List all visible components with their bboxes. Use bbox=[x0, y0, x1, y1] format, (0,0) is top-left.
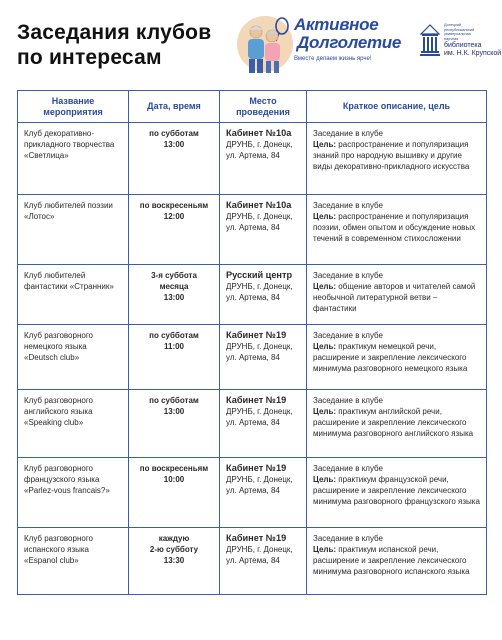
event-place bbox=[220, 195, 307, 265]
goal-text: распространение и популяризация знаний про народную вышивку и другие виды декоративно-прикладного искусства bbox=[313, 140, 470, 171]
place-street: ул. Артема, 84 bbox=[226, 151, 280, 160]
place-org: ДРУНБ, г. Донецк, bbox=[226, 140, 293, 149]
time-line: 13:00 bbox=[163, 293, 185, 302]
event-time bbox=[129, 265, 220, 325]
event-name: Клуб разговорного испанского языка «Espanol club» bbox=[18, 528, 129, 595]
goal-text: практикум немецкой речи, расширение и закрепление лексического минимума разговорного немецкого языка bbox=[313, 342, 468, 373]
time-line: месяца bbox=[159, 282, 189, 291]
library-name-line-1: библиотека bbox=[444, 42, 482, 49]
goal-text: распространение и популяризация поэзии, обмен опытом и обсуждение новых течений в современном стихосложении bbox=[313, 212, 476, 243]
description-line: Заседание в клубе bbox=[313, 201, 383, 210]
time-line: 11:00 bbox=[163, 342, 185, 351]
time-line: по субботам bbox=[149, 129, 199, 138]
active-longevity-logo bbox=[294, 16, 406, 62]
event-description bbox=[307, 123, 487, 195]
event-description bbox=[307, 528, 487, 595]
time-line: 13:00 bbox=[163, 140, 185, 149]
place-street: ул. Артема, 84 bbox=[226, 353, 280, 362]
description-line: Заседание в клубе bbox=[313, 331, 383, 340]
logo-slogan: Вместе делаем жизнь ярче! bbox=[294, 56, 372, 62]
time-line: 2-ю субботу bbox=[149, 545, 199, 554]
logo-line-2: Долголетие bbox=[297, 33, 402, 52]
logo-line-1: Активное bbox=[294, 15, 379, 34]
table-row bbox=[18, 195, 487, 265]
event-time bbox=[129, 325, 220, 390]
column-header-name: Название мероприятия bbox=[18, 91, 129, 123]
time-line: по воскресеньям bbox=[139, 464, 209, 473]
library-small-line: универсальная bbox=[444, 32, 471, 37]
place-org: ДРУНБ, г. Донецк, bbox=[226, 475, 293, 484]
library-name-line-2: им. Н.К. Крупской bbox=[444, 50, 502, 57]
event-name: Клуб разговорного немецкого языка «Deutsch club» bbox=[18, 325, 129, 390]
event-name: Клуб разговорного французского языка «Parlez-vous francais?» bbox=[18, 458, 129, 528]
goal-label: Цель: bbox=[313, 545, 337, 554]
event-place bbox=[220, 123, 307, 195]
column-header-place: Место проведения bbox=[220, 91, 307, 123]
place-street: ул. Артема, 84 bbox=[226, 418, 280, 427]
description-line: Заседание в клубе bbox=[313, 396, 383, 405]
table-header-row bbox=[18, 91, 487, 123]
table-row bbox=[18, 265, 487, 325]
event-time bbox=[129, 195, 220, 265]
event-description bbox=[307, 195, 487, 265]
time-line: 13:30 bbox=[163, 556, 185, 565]
event-name: Клуб разговорного английского языка «Speaking club» bbox=[18, 390, 129, 458]
place-street: ул. Артема, 84 bbox=[226, 556, 280, 565]
library-small-text bbox=[444, 23, 500, 41]
event-time bbox=[129, 390, 220, 458]
title-line-2: по интересам bbox=[17, 46, 162, 69]
place-room: Кабинет №19 bbox=[226, 533, 287, 543]
column-header-description: Краткое описание, цель bbox=[307, 91, 487, 123]
place-room: Кабинет №10а bbox=[226, 200, 292, 210]
place-room: Кабинет №19 bbox=[226, 463, 287, 473]
event-place bbox=[220, 458, 307, 528]
event-name: Клуб любителей фантастики «Странник» bbox=[18, 265, 129, 325]
table-row bbox=[18, 390, 487, 458]
place-room: Кабинет №19 bbox=[226, 395, 287, 405]
place-org: ДРУНБ, г. Донецк, bbox=[226, 342, 293, 351]
event-description bbox=[307, 325, 487, 390]
time-line: по воскресеньям bbox=[139, 201, 209, 210]
time-line: 10:00 bbox=[163, 475, 185, 484]
elderly-couple-icon bbox=[236, 14, 294, 76]
place-org: ДРУНБ, г. Донецк, bbox=[226, 545, 293, 554]
description-line: Заседание в клубе bbox=[313, 534, 383, 543]
title-line-1: Заседания клубов bbox=[17, 21, 212, 44]
place-street: ул. Артема, 84 bbox=[226, 486, 280, 495]
library-small-line: Донецкий bbox=[444, 23, 462, 27]
time-line: 13:00 bbox=[163, 407, 185, 416]
place-room: Русский центр bbox=[226, 270, 293, 280]
description-line: Заседание в клубе bbox=[313, 271, 383, 280]
event-name: Клуб любителей поэзии «Лотос» bbox=[18, 195, 129, 265]
event-description bbox=[307, 458, 487, 528]
event-name: Клуб декоративно-прикладного творчества «Светлица» bbox=[18, 123, 129, 195]
table-row bbox=[18, 325, 487, 390]
table-row bbox=[18, 458, 487, 528]
goal-label: Цель: bbox=[313, 212, 337, 221]
time-line: каждую bbox=[158, 534, 190, 543]
time-line: по субботам bbox=[149, 331, 199, 340]
column-header-datetime: Дата, время bbox=[129, 91, 220, 123]
goal-label: Цель: bbox=[313, 282, 337, 291]
event-time bbox=[129, 528, 220, 595]
library-building-icon bbox=[420, 22, 440, 56]
goal-text: практикум испанской речи, расширение и закрепление лексического минимума разговорного испанского языка bbox=[313, 545, 470, 576]
goal-label: Цель: bbox=[313, 140, 337, 149]
place-street: ул. Артема, 84 bbox=[226, 223, 280, 232]
event-place bbox=[220, 528, 307, 595]
library-small-line: научная bbox=[444, 36, 459, 41]
goal-text: практикум французской речи, расширение и закрепление лексического минимума разговорного французского языка bbox=[313, 475, 480, 506]
description-line: Заседание в клубе bbox=[313, 464, 383, 473]
place-org: ДРУНБ, г. Донецк, bbox=[226, 212, 293, 221]
event-description bbox=[307, 265, 487, 325]
goal-text: общение авторов и читателей самой необычной литературной ветви – фантастики bbox=[313, 282, 476, 313]
page-title bbox=[17, 20, 211, 70]
goal-text: практикум английской речи, расширение и закрепление лексического минимума разговорного английского языка bbox=[313, 407, 474, 438]
goal-label: Цель: bbox=[313, 475, 337, 484]
event-place bbox=[220, 325, 307, 390]
place-org: ДРУНБ, г. Донецк, bbox=[226, 407, 293, 416]
table-row bbox=[18, 528, 487, 595]
description-line: Заседание в клубе bbox=[313, 129, 383, 138]
time-line: по субботам bbox=[149, 396, 199, 405]
library-name bbox=[444, 42, 501, 58]
place-street: ул. Артема, 84 bbox=[226, 293, 280, 302]
place-room: Кабинет №10а bbox=[226, 128, 292, 138]
event-time bbox=[129, 458, 220, 528]
goal-label: Цель: bbox=[313, 407, 337, 416]
event-place bbox=[220, 265, 307, 325]
library-small-line: республиканский bbox=[444, 27, 475, 32]
table-row bbox=[18, 123, 487, 195]
place-org: ДРУНБ, г. Донецк, bbox=[226, 282, 293, 291]
place-room: Кабинет №19 bbox=[226, 330, 287, 340]
event-description bbox=[307, 390, 487, 458]
time-line: 3-я суббота bbox=[151, 271, 197, 280]
events-table bbox=[17, 90, 487, 595]
event-place bbox=[220, 390, 307, 458]
time-line: 12:00 bbox=[163, 212, 185, 221]
goal-label: Цель: bbox=[313, 342, 337, 351]
event-time bbox=[129, 123, 220, 195]
